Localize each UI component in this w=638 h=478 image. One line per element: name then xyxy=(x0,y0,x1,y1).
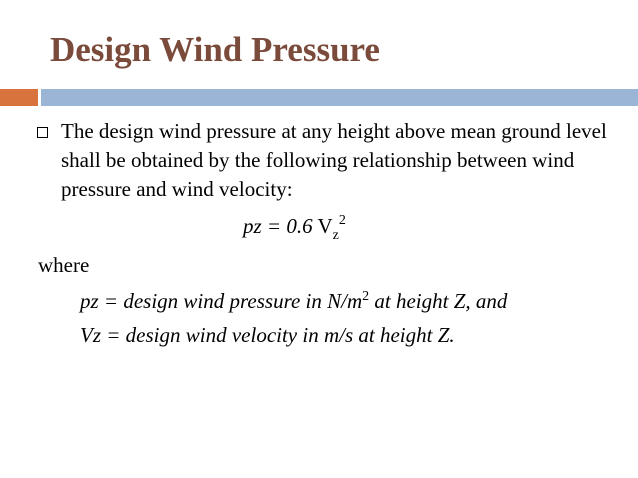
definition-pz-superscript: 2 xyxy=(362,289,370,304)
accent-bar-orange xyxy=(0,89,38,106)
where-label: where xyxy=(38,253,90,277)
formula xyxy=(243,212,346,244)
accent-bar-blue xyxy=(41,89,638,106)
formula-superscript: 2 xyxy=(338,213,346,228)
definition-pz-tail: at height Z, and xyxy=(369,289,508,313)
bullet-paragraph: The design wind pressure at any height above mean ground level shall be obtained by the following relationship between wind pressure and wind velocity: xyxy=(61,119,607,201)
definition-pz xyxy=(80,287,507,319)
square-bullet-icon xyxy=(37,127,48,138)
slide-title: Design Wind Pressure xyxy=(50,30,380,69)
definition-vz: Vz = design wind velocity in m/s at height Z. xyxy=(80,323,455,347)
formula-variable: V xyxy=(317,214,333,238)
formula-subscript: z xyxy=(332,228,339,243)
definition-pz-text: pz = design wind pressure in N/m xyxy=(80,289,363,313)
formula-lhs: pz = 0.6 xyxy=(243,214,313,238)
